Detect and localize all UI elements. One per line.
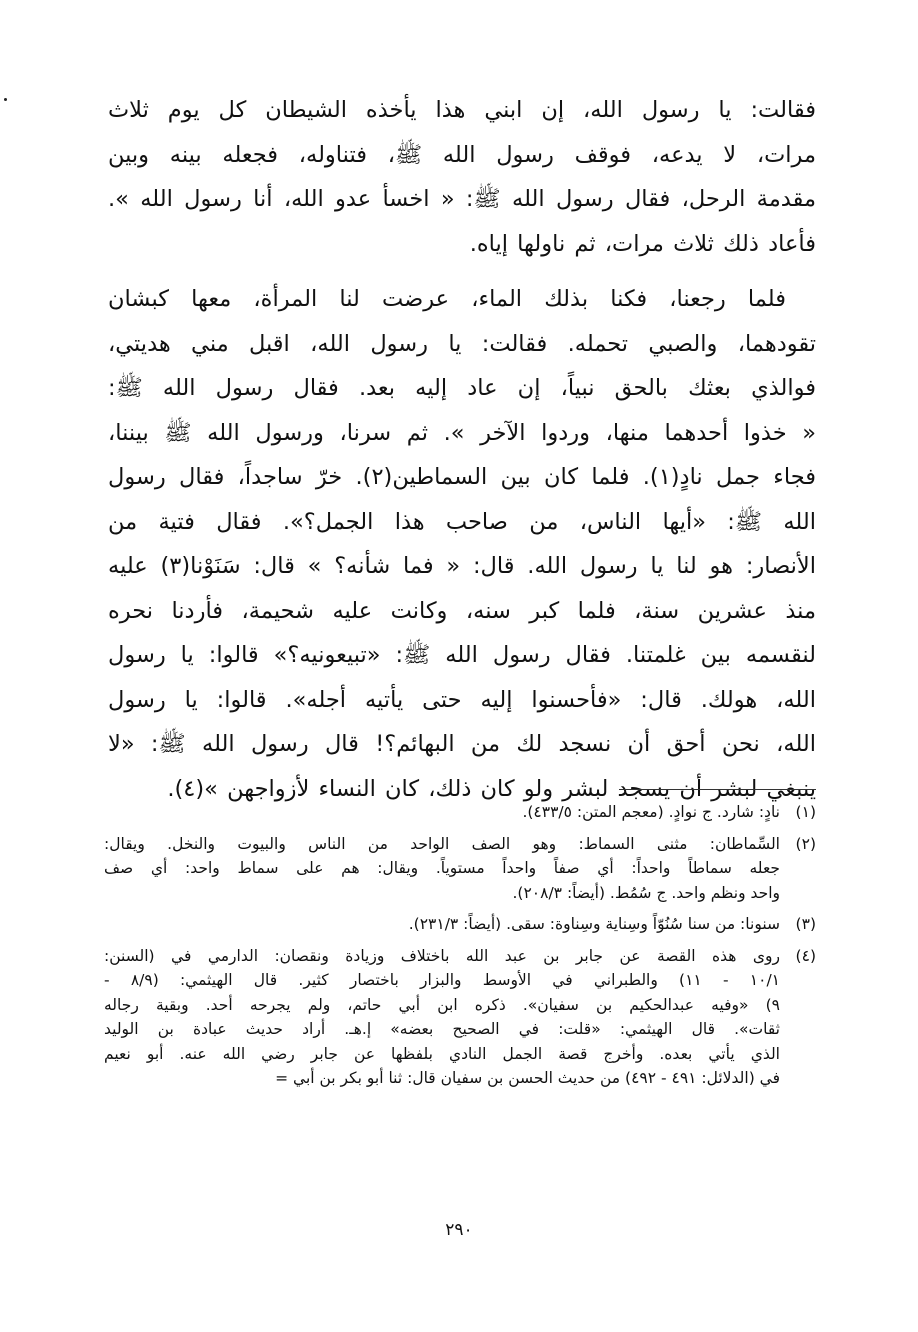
main-text	[108, 88, 816, 811]
text-line: الله ﷺ: «أيها الناس، من صاحب هذا الجمل؟». فقال فتية من	[108, 508, 816, 535]
footnote-divider	[619, 789, 816, 790]
footnote-line: الذي يأتي بعده. وأخرج قصة الجمل النادي بلفظها عن جابر رضي الله عنه. أبو نعيم	[104, 1044, 780, 1063]
footnotes	[104, 800, 816, 1098]
footnote-3	[104, 912, 816, 937]
footnote-line: ١٠/١ - ١١) والطبراني في الأوسط والبزار باختصار كثير. قال الهيثمي: (٨/٩ -	[104, 971, 780, 989]
text-line: ينبغي لبشر أن يسجد لبشر ولو كان ذلك، كان النساء لأزواجهن »(٤).	[167, 775, 816, 802]
footnote-line: في (الدلائل: ٤٩١ - ٤٩٢) من حديث الحسن بن سفيان قال: ثنا أبو بكر بن أبي =	[275, 1069, 780, 1087]
margin-mark	[4, 98, 7, 101]
footnote-number: (٢)	[795, 834, 816, 853]
text-line: تقودهما، والصبي تحمله. فقالت: يا رسول الله، اقبل مني هديتي،	[108, 330, 816, 357]
footnote-1	[104, 800, 816, 825]
footnote-line: سنونا: من سنا سُنُوّاً وسِناية وسِناوة: سقى. (أيضاً: ٢٣١/٣).	[408, 915, 780, 933]
text-line: منذ عشرين سنة، فلما كبر سنه، وكانت عليه شحيمة، فأردنا نحره	[108, 597, 816, 624]
paragraph-1	[108, 88, 816, 266]
text-line: الله، هولك. قال: «فأحسنوا إليه حتى يأتيه أجله». قالوا: يا رسول	[108, 686, 816, 713]
text-line: الأنصار: هو لنا يا رسول الله. قال: « فما شأنه؟ » قال: سَنَوْنا(٣) عليه	[108, 553, 816, 579]
footnote-2	[104, 832, 816, 906]
footnote-line: روى هذه القصة عن جابر بن عبد الله باختلاف وزيادة ونقصان: الدارمي في (السنن:	[104, 946, 780, 965]
page-number: ٢٩٠	[445, 1220, 473, 1240]
footnote-number: (١)	[795, 803, 816, 821]
footnote-number: (٣)	[795, 915, 816, 933]
text-line: فجاء جمل نادٍ(١). فلما كان بين السماطين(٢). خرّ ساجداً، فقال رسول	[108, 464, 816, 490]
text-line: فلما رجعنا، فكنا بذلك الماء، عرضت لنا المرأة، معها كبشان	[108, 286, 786, 312]
text-line: الله، نحن أحق أن نسجد لك من البهائم؟! قال رسول الله ﷺ: «لا	[108, 731, 816, 757]
text-line: مرات، لا يدعه، فوقف رسول الله ﷺ، فتناوله، فجعله بينه وبين	[108, 141, 816, 168]
footnote-line: ٩) «وفيه عبدالحكيم بن سفيان». ذكره ابن أبي حاتم، ولم يجرحه أحد. وبقية رجاله	[104, 995, 780, 1014]
footnote-line: جعله سماطاً واحداً: أي صفاً واحداً مستوياً. ويقال: هم على سماط واحد: أي صف	[104, 859, 780, 877]
text-line: فوالذي بعثك بالحق نبياً، إن عاد إليه بعد. فقال رسول الله ﷺ:	[108, 375, 816, 401]
footnote-4	[104, 944, 816, 1091]
footnote-number: (٤)	[795, 946, 816, 965]
text-line: مقدمة الرحل، فقال رسول الله ﷺ: « اخسأ عدو الله، أنا رسول الله ».	[108, 186, 816, 212]
footnote-line: واحد ونظم واحد. ج سُمُط. (أيضاً: ٢٠٨/٣).	[512, 883, 780, 902]
text-line: لنقسمه بين غلمتنا. فقال رسول الله ﷺ: «تبيعونيه؟» قالوا: يا رسول	[108, 642, 816, 668]
text-line: فقالت: يا رسول الله، إن ابني هذا يأخذه الشيطان كل يوم ثلاث	[108, 97, 816, 123]
footnote-line: نادٍ: شارد. ج نوادٍ. (معجم المتن: ٤٣٣/٥).	[522, 803, 780, 821]
text-line: فأعاد ذلك ثلاث مرات، ثم ناولها إياه.	[469, 230, 816, 257]
text-line: « خذوا أحدهما منها، وردوا الآخر ». ثم سرنا، ورسول الله ﷺ بيننا،	[108, 419, 816, 446]
footnote-line: السِّماطان: مثنى السماط: وهو الصف الواحد من الناس والبيوت والنخل. ويقال:	[104, 834, 780, 853]
paragraph-2	[108, 277, 816, 811]
footnote-line: ثقات». قال الهيثمي: «قلت: في الصحيح بعضه» إ.هـ. أراد حديث عبادة بن الوليد	[104, 1020, 780, 1038]
